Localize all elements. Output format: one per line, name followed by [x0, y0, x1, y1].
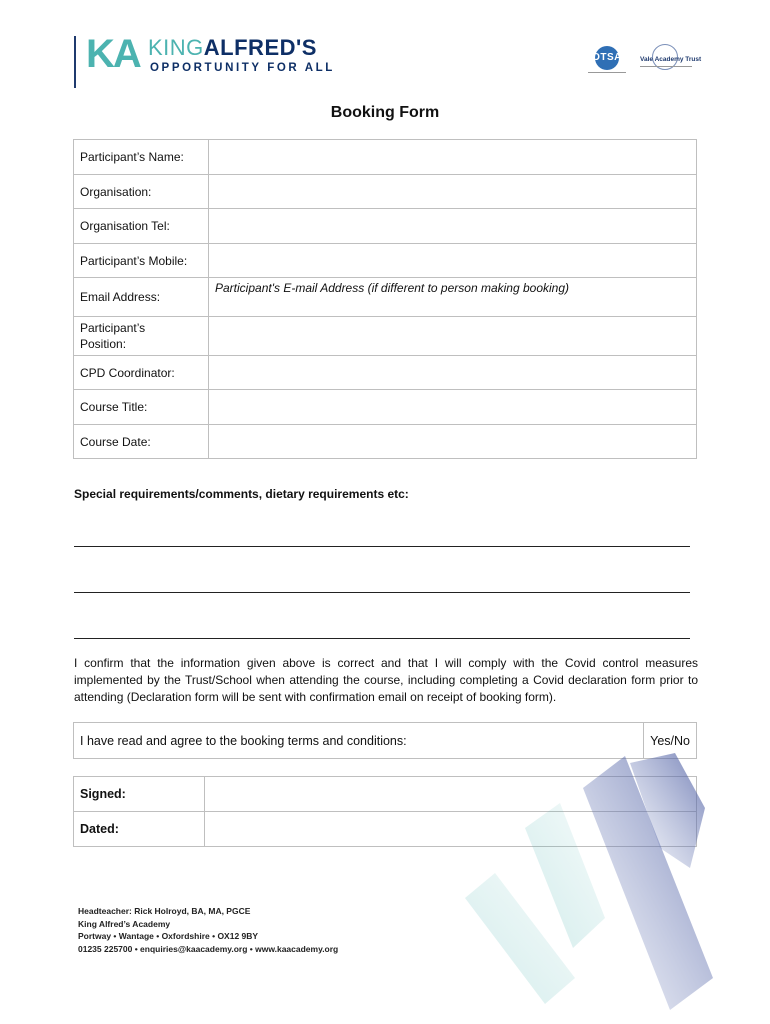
- participant-name-field[interactable]: [209, 140, 697, 175]
- cpd-coordinator-label: CPD Coordinator:: [74, 356, 209, 390]
- covid-confirmation-text: I confirm that the information given above is correct and that I will comply with the Covid control measures implemented by the Trust/School when attending the course, including completing a Covid declaration form prior to attending (Declaration form will be sent with confirmation email on receipt of booking form).: [74, 656, 698, 704]
- logo-mark: KA: [86, 32, 140, 76]
- form-row: [74, 244, 697, 278]
- participant-mobile-label: Participant’s Mobile:: [74, 244, 209, 278]
- course-title-field[interactable]: [209, 390, 697, 425]
- booking-details-table: [73, 139, 697, 459]
- form-row: [74, 140, 697, 175]
- organisation-tel-label: Organisation Tel:: [74, 209, 209, 244]
- email-address-field[interactable]: [209, 278, 697, 317]
- organisation-tel-field[interactable]: [209, 209, 697, 244]
- vale-academy-trust-logo: Vale Academy Trust: [634, 44, 696, 80]
- participant-position-field[interactable]: [209, 317, 697, 356]
- organisation-field[interactable]: [209, 175, 697, 209]
- form-row: [74, 278, 697, 317]
- course-date-field[interactable]: [209, 425, 697, 459]
- page-title: Booking Form: [330, 104, 440, 121]
- logo-name: KINGALFRED'S: [148, 35, 317, 60]
- ka-watermark-graphic: [455, 748, 715, 1024]
- logo-tagline: OPPORTUNITY FOR ALL: [150, 62, 335, 74]
- terms-yes-no[interactable]: Yes/No: [644, 723, 697, 759]
- form-row: [74, 175, 697, 209]
- footer-contact: 01235 225700 • enquiries@kaacademy.org • www.kaacademy.org: [78, 943, 339, 954]
- signed-label: Signed:: [74, 777, 205, 812]
- course-date-label: Course Date:: [74, 425, 209, 459]
- school-logo: [74, 34, 414, 90]
- special-requirements-line-3[interactable]: [74, 638, 690, 639]
- special-requirements-line-2[interactable]: [74, 592, 690, 593]
- form-row: [74, 209, 697, 244]
- logo-divider: [74, 36, 76, 88]
- school-address-footer: [78, 905, 338, 955]
- otsa-logo: OTSA: [588, 46, 626, 76]
- organisation-label: Organisation:: [74, 175, 209, 209]
- email-address-label: Email Address:: [74, 278, 209, 317]
- special-requirements-label: Special requirements/comments, dietary requirements etc:: [74, 487, 409, 501]
- terms-label: I have read and agree to the booking terms and conditions:: [74, 723, 644, 759]
- participant-name-label: Participant’s Name:: [74, 140, 209, 175]
- special-requirements-line-1[interactable]: [74, 546, 690, 547]
- form-row: [74, 425, 697, 459]
- dated-label: Dated:: [74, 812, 205, 847]
- form-row: [74, 317, 697, 356]
- footer-headteacher: Headteacher: Rick Holroyd, BA, MA, PGCE: [78, 906, 251, 916]
- footer-address: Portway • Wantage • Oxfordshire • OX12 9BY: [78, 931, 259, 941]
- form-row: [74, 390, 697, 425]
- footer-school-name: King Alfred’s Academy: [78, 918, 171, 929]
- participant-mobile-field[interactable]: [209, 244, 697, 278]
- form-row: [74, 356, 697, 390]
- email-address-hint: Participant's E-mail Address (if different to person making booking): [215, 281, 570, 295]
- cpd-coordinator-field[interactable]: [209, 356, 697, 390]
- partner-logos: [582, 44, 702, 84]
- course-title-label: Course Title:: [74, 390, 209, 425]
- participant-position-label: Participant’s Position:: [74, 317, 209, 356]
